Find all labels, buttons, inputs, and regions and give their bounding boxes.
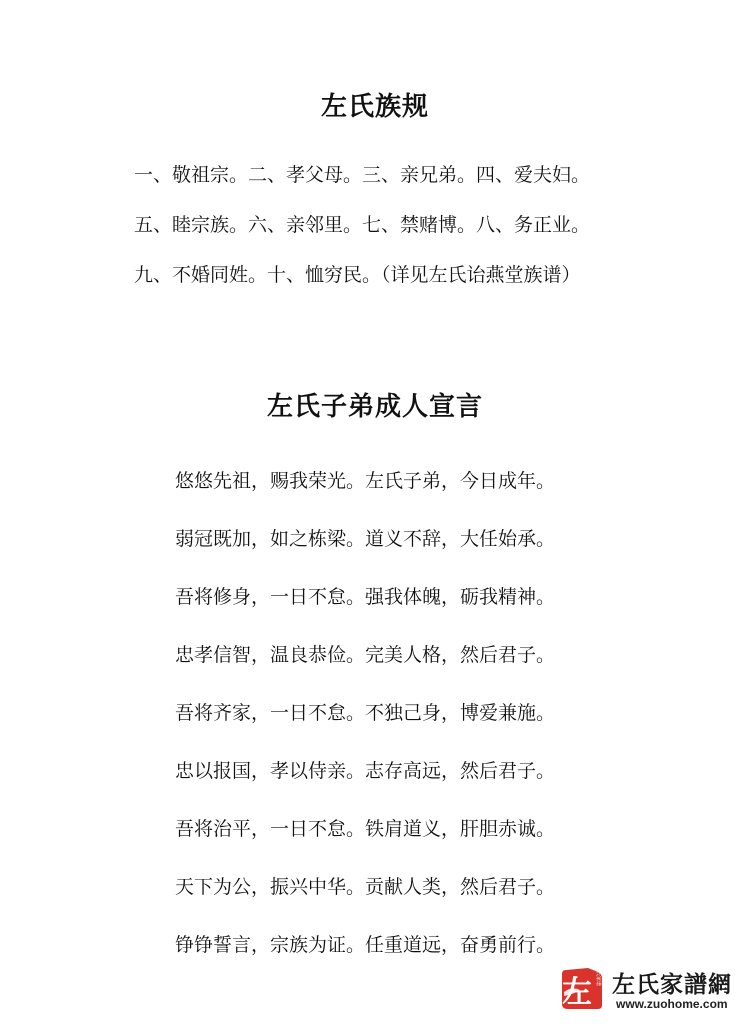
declaration-line: 忠孝信智，温良恭俭。完美人格，然后君子。 — [175, 644, 556, 666]
declaration-line: 吾将修身，一日不怠。强我体魄，砺我精神。 — [175, 586, 556, 608]
declaration-line: 吾将齐家，一日不怠。不独己身，博爱兼施。 — [175, 702, 556, 724]
clan-rules-line: 一、敬祖宗。二、孝父母。三、亲兄弟。四、爱夫妇。 — [134, 164, 591, 186]
declaration-line: 忠以报国，孝以侍亲。志存高远，然后君子。 — [175, 760, 556, 782]
svg-text:左氏家谱: 左氏家谱 — [595, 965, 601, 987]
declaration-line: 铮铮誓言，宗族为证。任重道远，奋勇前行。 — [175, 934, 556, 956]
declaration-line: 天下为公，振兴中华。贡献人类，然后君子。 — [175, 876, 556, 898]
declaration-line: 悠悠先祖，赐我荣光。左氏子弟，今日成年。 — [175, 470, 556, 492]
clan-rules-line: 九、不婚同姓。十、恤穷民。（详见左氏诒燕堂族谱） — [134, 264, 581, 286]
declaration-line: 弱冠既加，如之栋梁。道义不辞，大任始承。 — [175, 528, 556, 550]
site-name: 左氏家譜網 — [612, 971, 732, 998]
declaration-verses — [175, 452, 615, 974]
coming-of-age-declaration-title: 左氏子弟成人宣言 — [266, 392, 483, 422]
site-watermark — [558, 964, 740, 1014]
declaration-line: 吾将治平，一日不怠。铁肩道义，肝胆赤诚。 — [175, 818, 556, 840]
site-url: www.zuohome.com — [616, 997, 728, 1011]
svg-text:左: 左 — [562, 975, 592, 1010]
clan-rules-list — [134, 150, 654, 300]
zuohome-logo-icon — [558, 964, 606, 1012]
clan-rules-title: 左氏族规 — [320, 92, 429, 122]
clan-rules-line: 五、睦宗族。六、亲邻里。七、禁赌博。八、务正业。 — [134, 214, 591, 236]
